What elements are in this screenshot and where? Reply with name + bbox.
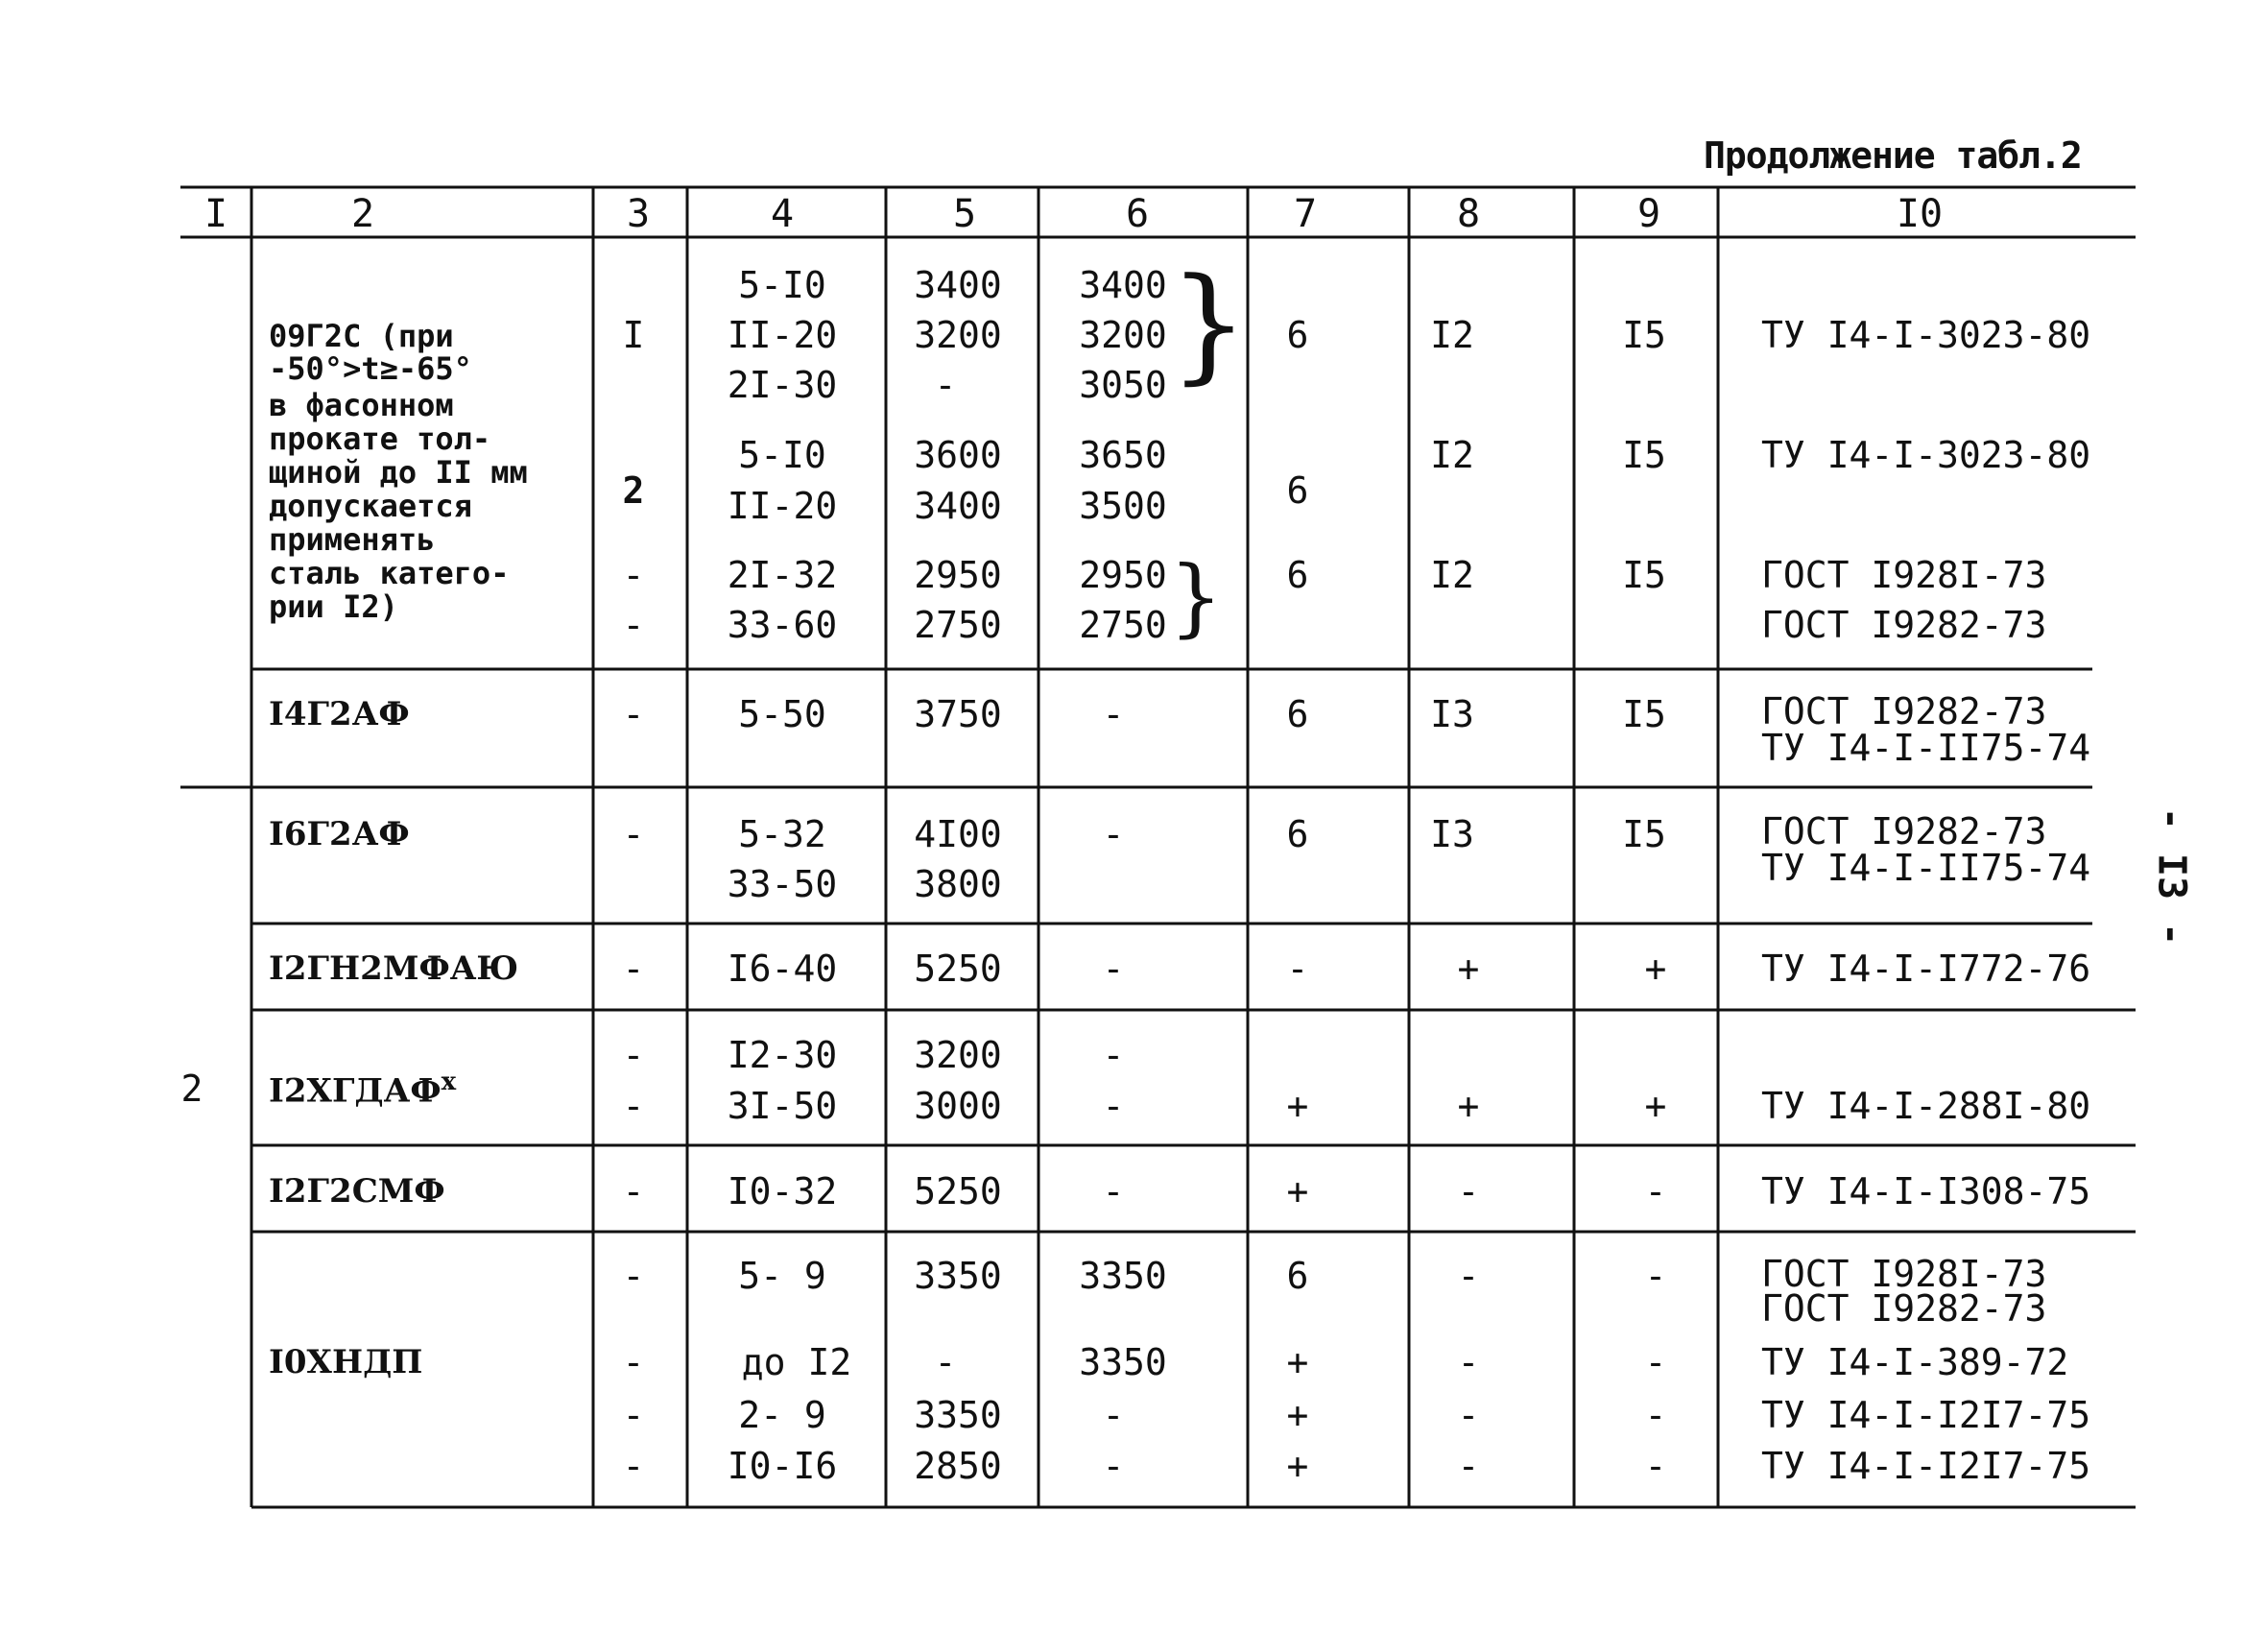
standard-cell: ГОСТ I9282-73 [1761, 690, 2047, 732]
value-cell: + [1644, 1085, 1667, 1127]
standard-cell: ТУ I4-I-389-72 [1761, 1341, 2069, 1383]
thickness-cell: I0-I6 [727, 1445, 838, 1487]
category-cell: - [622, 1170, 645, 1212]
value-cell: + [1286, 1170, 1309, 1212]
category-cell: 2 [622, 469, 645, 512]
value-cell: 3200 [914, 314, 1002, 356]
value-cell: 6 [1286, 314, 1309, 356]
value-cell: 6 [1286, 813, 1309, 855]
grade-note-line: рии I2) [269, 588, 398, 625]
value-cell: - [1102, 948, 1125, 990]
grade-note-line: прокате тол- [269, 420, 491, 457]
value-cell: 3200 [1079, 314, 1167, 356]
thickness-cell: 5-I0 [738, 264, 826, 306]
thickness-cell: 2I-32 [727, 554, 838, 596]
col-header-8: 8 [1456, 192, 1481, 236]
value-cell: + [1286, 1341, 1309, 1383]
right-brace-icon: } [1169, 251, 1249, 396]
category-cell: - [622, 604, 645, 646]
category-cell: - [622, 554, 645, 596]
col-header-2: 2 [350, 192, 375, 236]
standard-cell: ТУ I4-I-II75-74 [1761, 727, 2091, 769]
category-cell: - [622, 948, 645, 990]
grade-cell: I2Г2СМФ [269, 1172, 445, 1211]
value-cell: 3350 [914, 1394, 1002, 1436]
value-cell: 3650 [1079, 434, 1167, 476]
category-cell: - [622, 693, 645, 735]
value-cell: 2750 [1079, 604, 1167, 646]
col-header-7: 7 [1293, 192, 1318, 236]
value-cell: + [1457, 1085, 1480, 1127]
value-cell: - [934, 1341, 957, 1383]
grade-name: I2ХГДАФ [269, 1071, 442, 1111]
value-cell: - [1102, 1394, 1125, 1436]
group-label: 2 [180, 1068, 203, 1110]
grade-note-line: 09Г2С (при [269, 318, 454, 354]
value-cell: 3200 [914, 1034, 1002, 1076]
grade-cell: I6Г2АФ [269, 815, 410, 853]
standard-cell: ТУ I4-I-I772-76 [1761, 948, 2091, 990]
value-cell: - [1644, 1170, 1667, 1212]
value-cell: I5 [1622, 314, 1666, 356]
category-cell: - [622, 1341, 645, 1383]
grade-note-line: в фасонном [269, 387, 454, 423]
value-cell: - [1457, 1445, 1480, 1487]
thickness-cell: 2I-30 [727, 364, 838, 406]
value-cell: - [934, 364, 957, 406]
thickness-cell: до I2 [741, 1341, 852, 1383]
col-header-10: I0 [1896, 192, 1944, 236]
standard-cell: ТУ I4-I-3023-80 [1761, 314, 2091, 356]
value-cell: 3400 [1079, 264, 1167, 306]
value-cell: I5 [1622, 813, 1666, 855]
value-cell: - [1457, 1341, 1480, 1383]
col-header-9: 9 [1636, 192, 1661, 236]
grade-note-line: применять [269, 521, 436, 558]
value-cell: 6 [1286, 554, 1309, 596]
category-cell: - [622, 1394, 645, 1436]
standard-cell: ГОСТ I928I-73 [1761, 554, 2047, 596]
category-cell: - [622, 1445, 645, 1487]
category-cell: - [622, 1255, 645, 1297]
value-cell: 5250 [914, 1170, 1002, 1212]
value-cell: + [1286, 1445, 1309, 1487]
value-cell: 6 [1286, 1255, 1309, 1297]
col-header-3: 3 [626, 192, 651, 236]
value-cell: - [1457, 1255, 1480, 1297]
standard-cell: ТУ I4-I-3023-80 [1761, 434, 2091, 476]
standard-cell: ГОСТ I9282-73 [1761, 810, 2047, 852]
value-cell: I5 [1622, 554, 1666, 596]
standard-cell: ТУ I4-I-I2I7-75 [1761, 1445, 2091, 1487]
value-cell: I2 [1430, 314, 1474, 356]
value-cell: - [1102, 1170, 1125, 1212]
value-cell: - [1457, 1394, 1480, 1436]
value-cell: - [1644, 1341, 1667, 1383]
thickness-cell: 3I-50 [727, 1085, 838, 1127]
value-cell: + [1644, 948, 1667, 990]
value-cell: - [1644, 1394, 1667, 1436]
value-cell: 3600 [914, 434, 1002, 476]
standard-cell: ТУ I4-I-I2I7-75 [1761, 1394, 2091, 1436]
thickness-cell: 33-60 [727, 604, 838, 646]
value-cell: 6 [1286, 693, 1309, 735]
grade-note-line: сталь катего- [269, 555, 510, 591]
value-cell: - [1102, 1445, 1125, 1487]
value-cell: - [1457, 1170, 1480, 1212]
thickness-cell: 5-I0 [738, 434, 826, 476]
value-cell: 2750 [914, 604, 1002, 646]
col-header-5: 5 [952, 192, 977, 236]
value-cell: 2850 [914, 1445, 1002, 1487]
value-cell: 3400 [914, 485, 1002, 527]
value-cell: 2950 [914, 554, 1002, 596]
grade-cell: I2ГН2МФАЮ [269, 949, 519, 988]
value-cell: - [1102, 693, 1125, 735]
col-header-6: 6 [1125, 192, 1150, 236]
grade-cell: I0ХНДП [269, 1343, 423, 1381]
value-cell: 3050 [1079, 364, 1167, 406]
standard-cell: ГОСТ I9282-73 [1761, 1287, 2047, 1330]
value-cell: I3 [1430, 813, 1474, 855]
standard-cell: ТУ I4-I-288I-80 [1761, 1085, 2091, 1127]
standard-cell: ТУ I4-I-II75-74 [1761, 847, 2091, 889]
value-cell: 2950 [1079, 554, 1167, 596]
value-cell: I5 [1622, 693, 1666, 735]
value-cell: I5 [1622, 434, 1666, 476]
grade-footnote-mark: х [441, 1068, 457, 1096]
grade-note-line: допускается [269, 488, 472, 524]
page-number: - I3 - [2149, 806, 2194, 947]
value-cell: 3350 [914, 1255, 1002, 1297]
value-cell: - [1102, 813, 1125, 855]
value-cell: 5250 [914, 948, 1002, 990]
value-cell: + [1286, 1085, 1309, 1127]
thickness-cell: II-20 [727, 314, 838, 356]
thickness-cell: II-20 [727, 485, 838, 527]
value-cell: - [1286, 948, 1309, 990]
value-cell: 3350 [1079, 1255, 1167, 1297]
value-cell: 3400 [914, 264, 1002, 306]
category-cell: - [622, 1085, 645, 1127]
thickness-cell: 5-50 [738, 693, 826, 735]
value-cell: - [1102, 1034, 1125, 1076]
category-cell: - [622, 1034, 645, 1076]
value-cell: I3 [1430, 693, 1474, 735]
grade-cell: I4Г2АФ [269, 695, 410, 733]
value-cell: I2 [1430, 554, 1474, 596]
thickness-cell: I2-30 [727, 1034, 838, 1076]
right-brace-icon: } [1169, 547, 1223, 646]
grade-cell [269, 1064, 456, 1109]
thickness-cell: I6-40 [727, 948, 838, 990]
value-cell: 3750 [914, 693, 1002, 735]
table-continuation-caption: Продолжение табл.2 [1704, 134, 2082, 177]
thickness-cell: 2- 9 [738, 1394, 826, 1436]
value-cell: - [1644, 1445, 1667, 1487]
value-cell: 3000 [914, 1085, 1002, 1127]
thickness-cell: 33-50 [727, 863, 838, 905]
standard-cell: ГОСТ I9282-73 [1761, 604, 2047, 646]
thickness-cell: 5- 9 [738, 1255, 826, 1297]
value-cell: 6 [1286, 469, 1309, 512]
col-header-4: 4 [770, 192, 795, 236]
col-header-1: I [203, 192, 228, 236]
value-cell: + [1457, 948, 1480, 990]
value-cell: - [1102, 1085, 1125, 1127]
value-cell: + [1286, 1394, 1309, 1436]
grade-note-line: щиной до II мм [269, 454, 528, 491]
value-cell: - [1644, 1255, 1667, 1297]
value-cell: 3500 [1079, 485, 1167, 527]
standard-cell: ГОСТ I928I-73 [1761, 1253, 2047, 1295]
thickness-cell: I0-32 [727, 1170, 838, 1212]
category-cell: I [622, 314, 645, 356]
value-cell: I2 [1430, 434, 1474, 476]
category-cell: - [622, 813, 645, 855]
thickness-cell: 5-32 [738, 813, 826, 855]
standard-cell: ТУ I4-I-I308-75 [1761, 1170, 2091, 1212]
value-cell: 3800 [914, 863, 1002, 905]
grade-note-line: -50°>t≥-65° [269, 350, 472, 387]
value-cell: 4I00 [914, 813, 1002, 855]
value-cell: 3350 [1079, 1341, 1167, 1383]
